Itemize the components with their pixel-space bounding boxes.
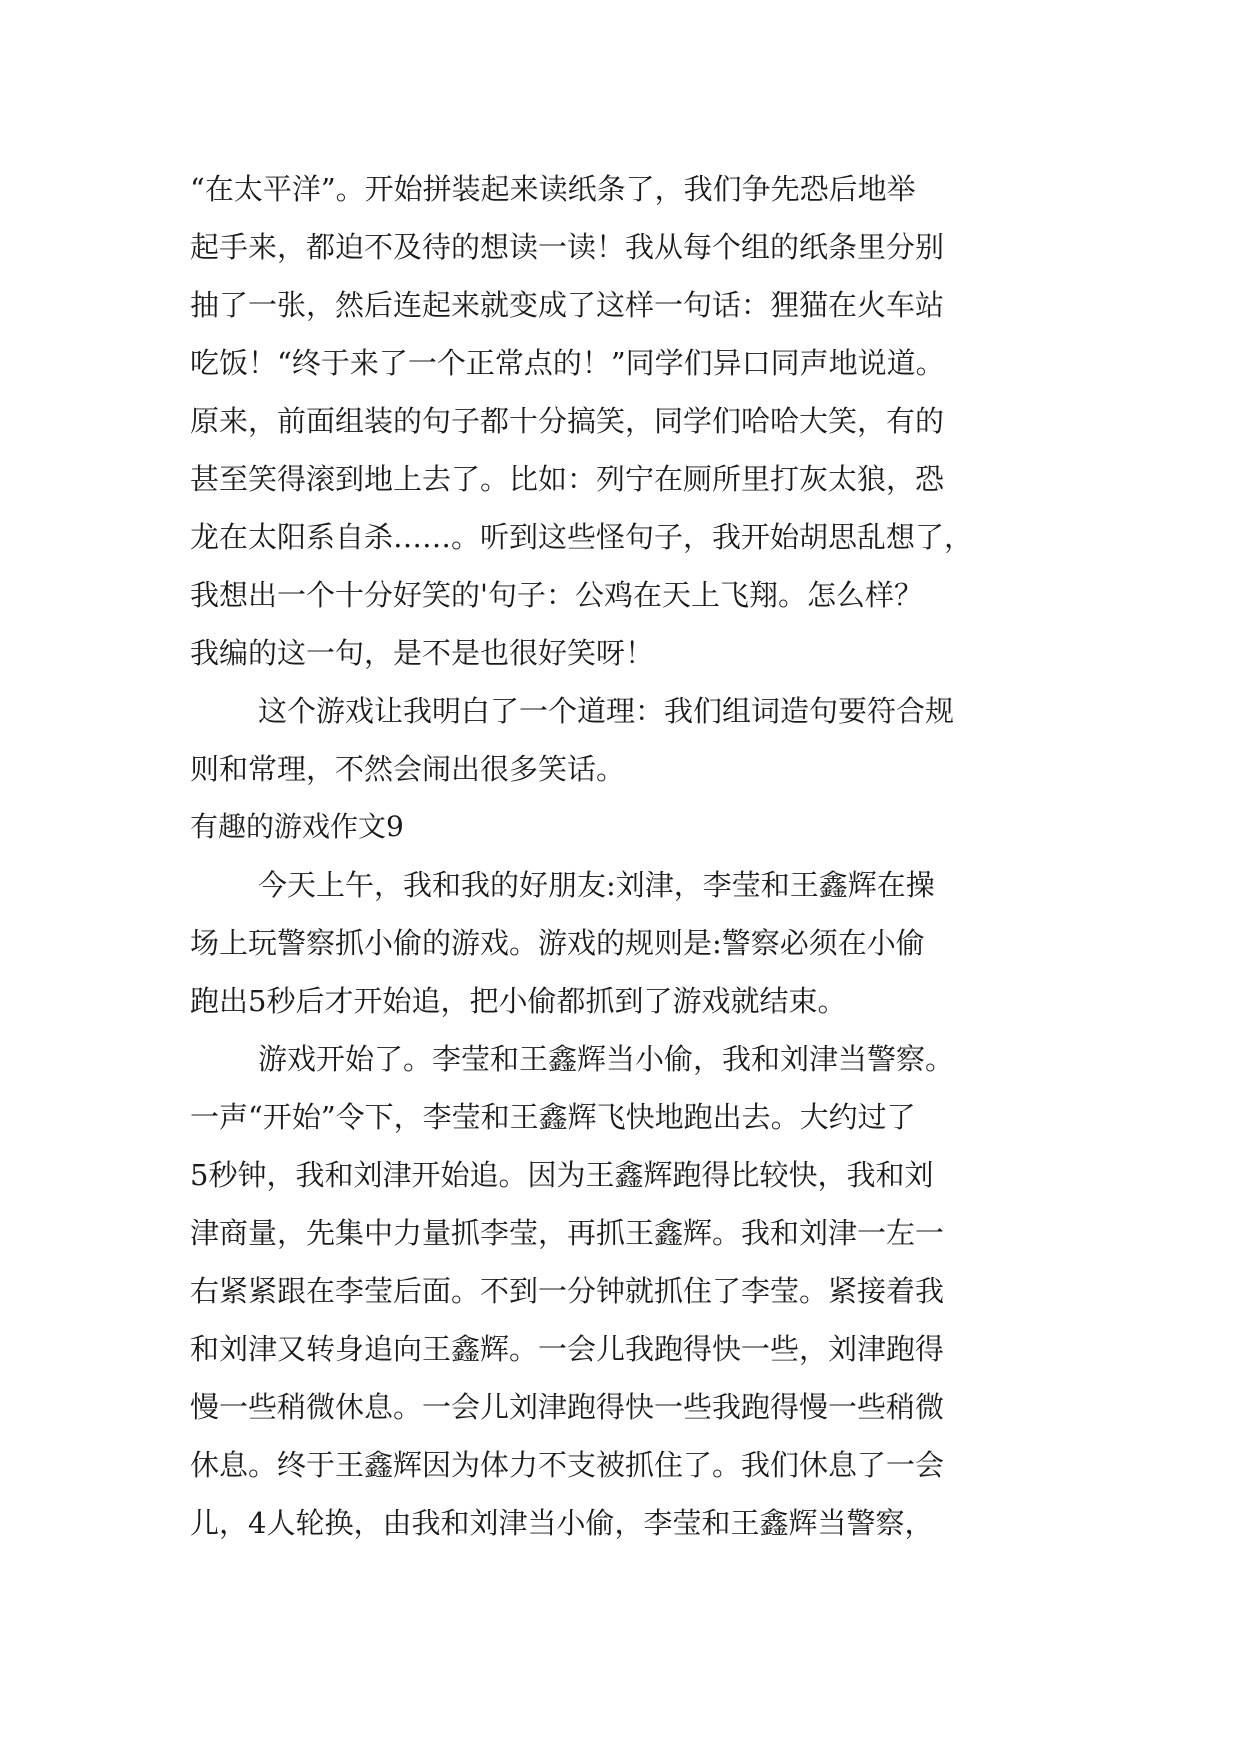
essay-body	[190, 160, 1080, 1552]
text-line: “在太平洋”。开始拼装起来读纸条了，我们争先恐后地举	[190, 172, 916, 206]
text-line: 起手来，都迫不及待的想读一读！我从每个组的纸条里分别	[190, 230, 945, 264]
text-line: 儿，4人轮换，由我和刘津当小偷，李莹和王鑫辉当警察，	[190, 1506, 934, 1540]
essay-title: 有趣的游戏作文9	[190, 810, 404, 843]
text-line: 我想出一个十分好笑的'句子：公鸡在天上飞翔。怎么样？	[190, 578, 923, 612]
text-line: 原来，前面组装的句子都十分搞笑，同学们哈哈大笑，有的	[190, 404, 945, 438]
text-line: 休息。终于王鑫辉因为体力不支被抓住了。我们休息了一会	[190, 1448, 945, 1482]
paragraph-start-line: 游戏开始了。李莹和王鑫辉当小偷，我和刘津当警察。	[258, 1042, 955, 1076]
paragraph-start-line: 这个游戏让我明白了一个道理：我们组词造句要符合规	[258, 694, 955, 728]
paragraph-start-line: 今天上午，我和我的好朋友:刘津，李莹和王鑫辉在操	[258, 868, 935, 902]
text-line: 场上玩警察抓小偷的游戏。游戏的规则是:警察必须在小偷	[190, 926, 925, 960]
text-line: 5秒钟，我和刘津开始追。因为王鑫辉跑得比较快，我和刘	[190, 1158, 934, 1192]
text-line: 吃饭！“终于来了一个正常点的！”同学们异口同声地说道。	[190, 346, 945, 380]
text-line: 和刘津又转身追向王鑫辉。一会儿我跑得快一些，刘津跑得	[190, 1332, 945, 1366]
text-line: 甚至笑得滚到地上去了。比如：列宁在厕所里打灰太狼，恐	[190, 462, 945, 496]
text-line: 右紧紧跟在李莹后面。不到一分钟就抓住了李莹。紧接着我	[190, 1274, 945, 1308]
text-line: 跑出5秒后才开始追，把小偷都抓到了游戏就结束。	[190, 984, 847, 1018]
text-line: 龙在太阳系自杀……。听到这些怪句子，我开始胡思乱想了，	[190, 520, 974, 554]
text-line: 我编的这一句，是不是也很好笑呀！	[190, 636, 655, 670]
text-line: 抽了一张，然后连起来就变成了这样一句话：狸猫在火车站	[190, 288, 945, 322]
text-line: 津商量，先集中力量抓李莹，再抓王鑫辉。我和刘津一左一	[190, 1216, 945, 1250]
text-line: 一声“开始”令下，李莹和王鑫辉飞快地跑出去。大约过了	[190, 1100, 916, 1134]
text-line: 则和常理，不然会闹出很多笑话。	[190, 752, 626, 786]
text-line: 慢一些稍微休息。一会儿刘津跑得快一些我跑得慢一些稍微	[190, 1390, 945, 1424]
